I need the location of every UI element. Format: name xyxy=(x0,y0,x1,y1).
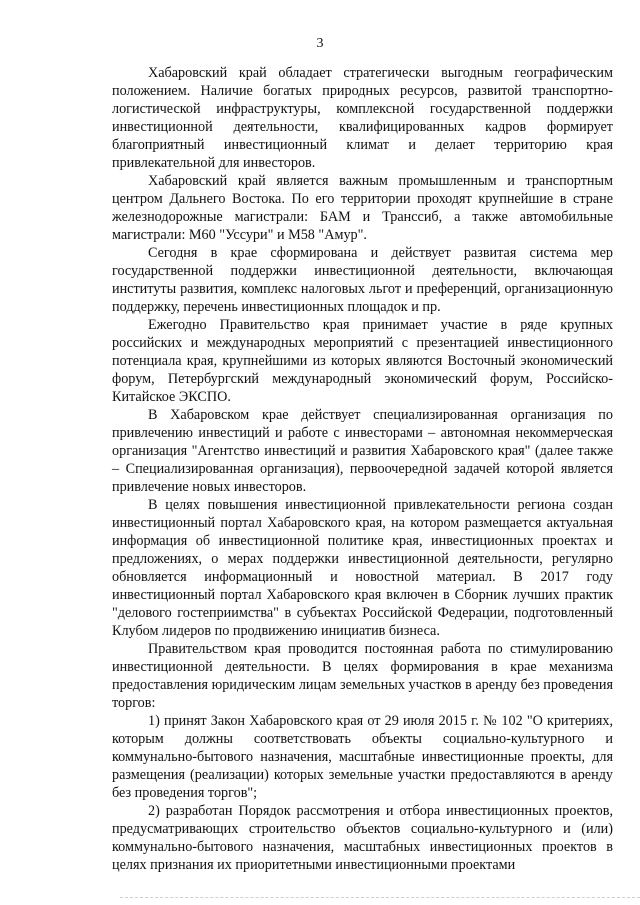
paragraph-investment-portal: В целях повышения инвестиционной привлекательности региона создан инвестиционный портал Хабаровского края, на котором размещается актуальная информация об инвестиционной политике края, инвестиционных проектах и предложениях, о мерах поддержки инвестиционной деятельности, регулярно обновляется информационный и новостной материал. В 2017 году инвестиционный портал Хабаровского края включен в Сборник лучших практик "делового гостеприимства" в субъектах Российской Федерации, подготовленный Клубом лидеров по продвижению инициатив бизнеса. xyxy=(112,497,613,639)
list-item-law: 1) принят Закон Хабаровского края от 29 июля 2015 г. № 102 "О критериях, которым должны соответствовать объекты социально-культурного и коммунально-бытового назначения, масштабные инвестиционные проекты, для размещения (реализации) которых земельные участки предоставляются в аренду без проведения торгов"; xyxy=(112,713,613,801)
page-number: 3 xyxy=(316,36,324,51)
paragraph-geography: Хабаровский край обладает стратегически выгодным географическим положением. Наличие богатых природных ресурсов, развитой транспортно-логистической инфраструктуры, комплексной государственной поддержки инвестиционной деятельности, квалифицированных кадров формирует благоприятный инвестиционный климат и делает территорию края привлекательной для инвесторов. xyxy=(112,65,613,171)
paragraph-transport-center: Хабаровский край является важным промышленным и транспортным центром Дальнего Востока. По его территории проходят крупнейшие в стране железнодорожные магистрали: БАМ и Транссиб, а также автомобильные магистрали: М60 "Уссури" и М58 "Амур". xyxy=(112,173,613,243)
paragraph-support-system: Сегодня в крае сформирована и действует развитая система мер государственной поддержки инвестиционной деятельности, включающая институты развития, комплекс налоговых льгот и преференций, организационную поддержку, перечень инвестиционных площадок и пр. xyxy=(112,245,613,315)
paragraph-government-work: Правительством края проводится постоянная работа по стимулированию инвестиционной деятельности. В целях формирования в крае механизма предоставления юридическим лицам земельных участков в аренду без проведения торгов: xyxy=(112,641,613,711)
list-item-procedure: 2) разработан Порядок рассмотрения и отбора инвестиционных проектов, предусматривающих строительство объектов социально-культурного и (или) коммунально-бытового назначения, масштабных инвестиционных проектов в целях признания их приоритетными инвестиционными проектами xyxy=(112,803,613,873)
paragraph-investment-agency: В Хабаровском крае действует специализированная организация по привлечению инвестиций и работе с инвесторами – автономная некоммерческая организация "Агентство инвестиций и развития Хабаровского края" (далее также – Специализированная организация), первоочередной задачей которой является привлечение новых инвесторов. xyxy=(112,407,613,495)
document-body xyxy=(112,64,613,874)
page-bottom-divider xyxy=(120,897,640,898)
paragraph-events: Ежегодно Правительство края принимает участие в ряде крупных российских и международных мероприятий с презентацией инвестиционного потенциала края, крупнейшими из которых являются Восточный экономический форум, Петербургский международный экономический форум, Российско-Китайское ЭКСПО. xyxy=(112,317,613,405)
